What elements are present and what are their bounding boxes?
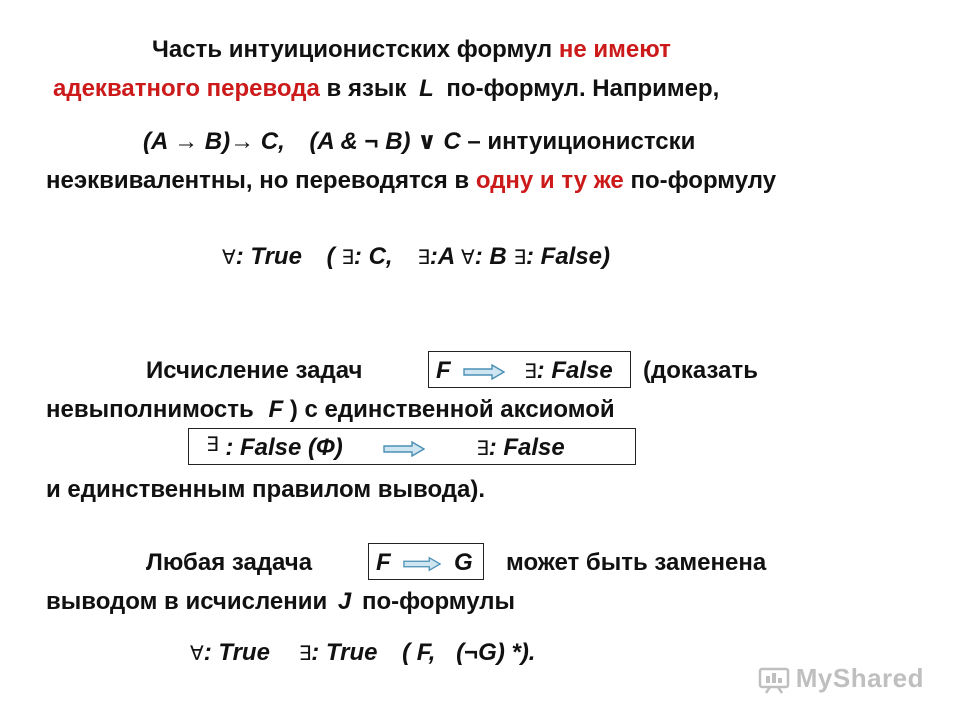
- p4-line1-tail: [643, 355, 758, 387]
- p5-line1: [146, 547, 312, 579]
- p4-axiom-left: : False (Ф): [225, 434, 343, 461]
- p5-text-b: может быть заменена: [506, 549, 767, 576]
- right-arrow-icon: [383, 441, 425, 457]
- p4-line2: [46, 394, 615, 426]
- watermark-text: MyShared: [795, 662, 924, 693]
- p4-text-l2b: ) с единственной аксиомой: [289, 396, 615, 423]
- watermark: [758, 663, 924, 694]
- exists-symbol: ∃: [513, 245, 526, 269]
- p1-text-d: в язык: [326, 75, 407, 102]
- exists-symbol: ∃: [206, 432, 219, 456]
- p4-false: : False: [536, 357, 613, 384]
- forall-symbol: ∀: [461, 245, 475, 269]
- p3-open-paren: (: [326, 243, 335, 270]
- p2-text-c: по-формулу: [630, 167, 777, 194]
- exists-symbol: ∃: [417, 245, 430, 269]
- exists-symbol: ∃: [298, 641, 312, 665]
- p1-text-c: адекватного перевода: [53, 75, 320, 102]
- p1-text-L: L: [419, 75, 434, 102]
- right-arrow-icon: [403, 556, 441, 572]
- p3-a: :A: [429, 243, 455, 270]
- p2-line1: [143, 126, 695, 158]
- p5-line1-tail: [506, 547, 766, 579]
- p5-paren-f: ( F,: [402, 639, 436, 666]
- p5-text-l2a: выводом в исчислении: [46, 588, 328, 615]
- p5-box-content: [376, 547, 473, 579]
- p4-box1-content: [436, 355, 613, 387]
- p2-formula-2: (A & ¬ B) ∨ C: [309, 128, 461, 155]
- p4-text-l4: и единственным правилом вывода).: [46, 476, 486, 503]
- presentation-icon: [758, 666, 790, 694]
- p2-line2: [46, 165, 776, 197]
- p2-text-t: – интуиционистски: [467, 128, 696, 155]
- p4-line4: [46, 474, 485, 506]
- p4-F2: F: [268, 396, 284, 423]
- forall-symbol: ∀: [222, 245, 236, 269]
- p5-paren-g: (¬G) *).: [456, 639, 536, 666]
- right-arrow-icon: [463, 364, 505, 380]
- p3-c: : C,: [353, 243, 393, 270]
- p1-text-f: по-формул. Например,: [446, 75, 720, 102]
- p5-line2: [46, 586, 515, 618]
- p4-text-g: (доказать: [643, 357, 759, 384]
- p5-F: F: [376, 549, 391, 576]
- forall-symbol: ∀: [190, 641, 204, 665]
- p4-axiom-right: : False: [488, 434, 565, 461]
- p1-text-a: Часть интуиционистских формул: [152, 36, 553, 63]
- exists-symbol: ∃: [524, 359, 537, 383]
- p2-formula-1: (A → B)→ C,: [143, 128, 285, 155]
- p5-true1: : True: [203, 639, 270, 666]
- p4-F: F: [436, 357, 451, 384]
- p4-text-l2a: невыполнимость: [46, 396, 254, 423]
- p3-formula-line: [222, 241, 610, 273]
- p1-line1: [152, 34, 671, 66]
- p1-line2: [53, 73, 719, 105]
- p2-text-b: одну и ту же: [475, 167, 624, 194]
- p5-formula-line: [190, 637, 535, 669]
- p5-J: J: [337, 588, 352, 615]
- p3-b: : B: [474, 243, 507, 270]
- exists-symbol: ∃: [341, 245, 354, 269]
- p2-text-a: неэквивалентны, но переводятся в: [46, 167, 470, 194]
- p4-line1: [146, 355, 362, 387]
- exists-symbol: ∃: [476, 436, 489, 460]
- p1-text-b: не имеют: [558, 36, 671, 63]
- p4-axiom-content: [206, 432, 565, 464]
- p5-text-l2b: по-формулы: [361, 588, 515, 615]
- p5-G: G: [454, 549, 473, 576]
- p4-text-a: Исчисление задач: [146, 357, 363, 384]
- p3-false: : False): [526, 243, 611, 270]
- p3-true: : True: [235, 243, 302, 270]
- p5-true2: : True: [311, 639, 378, 666]
- p5-text-a: Любая задача: [146, 549, 313, 576]
